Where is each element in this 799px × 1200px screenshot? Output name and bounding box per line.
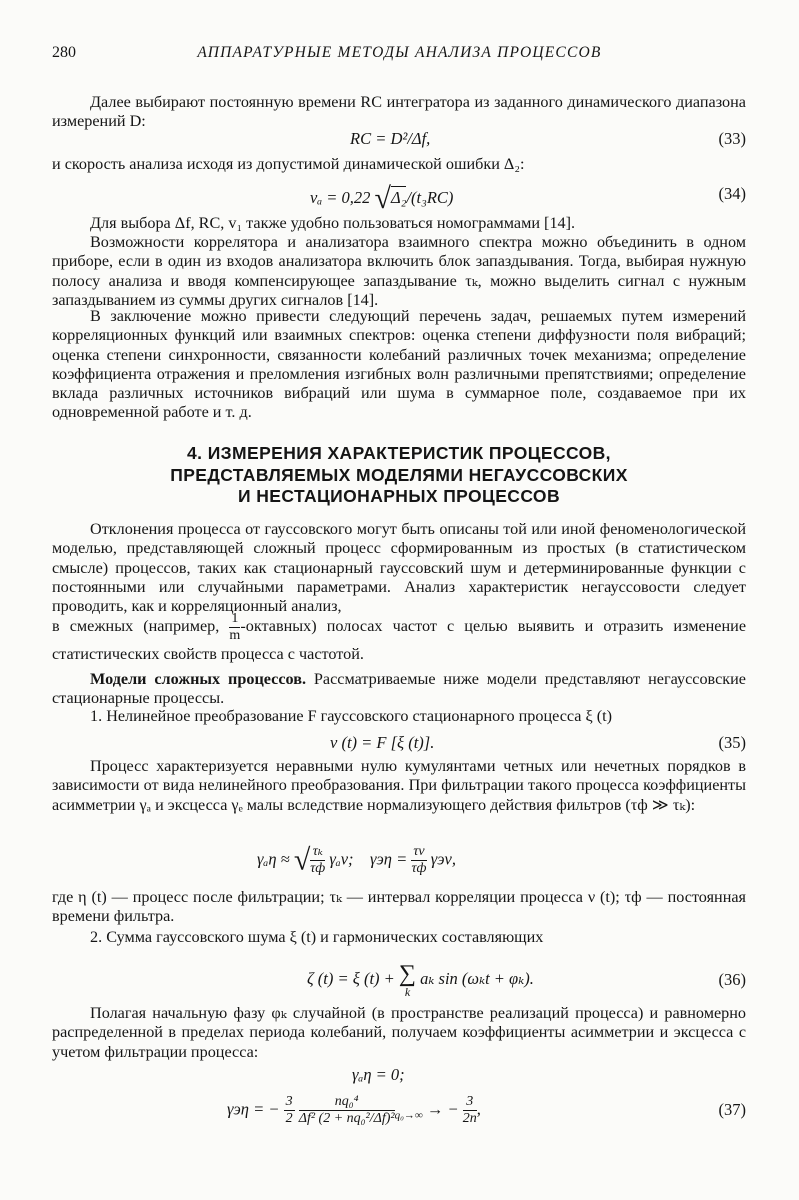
equation-37-number: (37): [718, 1100, 746, 1119]
paragraph-models: [52, 670, 746, 709]
section-heading: [52, 443, 746, 508]
page-header: [52, 44, 747, 68]
models-text: Рассматриваемые ниже модели представляют негауссовские стационарные процессы.: [52, 670, 746, 708]
gamma-lhs: γₐη ≈: [257, 849, 290, 869]
equation-34-radicand: Δ₂: [391, 187, 407, 207]
fraction-num: 1: [231, 611, 239, 626]
paragraph-rc-choice: Далее выбирают постоянную времени RC интегратора из заданного динамического диапазона измерений D:: [52, 93, 746, 131]
result-den: 2n: [462, 1111, 477, 1126]
equation-35: [52, 733, 746, 757]
sum-index: k: [404, 985, 411, 999]
main-den: Δf² (2 + nq₀²/Δf)²: [298, 1111, 395, 1126]
paragraph-cumulants: Процесс характеризуется неравными нулю кумулянтами четных или нечетных порядков в зависимости от вида нелинейного преобразования. При фильтрации такого процесса коэффициенты асимметрии γₐ и эксцесса γₑ малы вследствие нормализующего действия фильтров (τф ≫ τₖ):: [52, 757, 746, 814]
equation-33-number: (33): [718, 129, 746, 148]
equation-34-number: (34): [718, 184, 746, 203]
bands-pre: в смежных (например,: [52, 617, 220, 636]
paragraph-where: где η (t) — процесс после фильтрации; τₖ — интервал корреляции процесса ν (t); τф — постоянная времени фильтра.: [52, 888, 746, 926]
equation-37-end: ,: [476, 1099, 481, 1119]
fraction-1-m: [229, 612, 240, 643]
equation-gamma: [52, 835, 746, 885]
gamma-frac-den: τф: [310, 861, 326, 876]
gamma-frac2-num: τν: [413, 844, 425, 859]
equation-34: [52, 182, 746, 215]
main-fraction: [299, 1095, 395, 1126]
sum-operator: [399, 962, 416, 998]
coef-den: 2: [285, 1111, 293, 1126]
paragraph-tasks: В заключение можно привести следующий перечень задач, решаемых путем измерений корреляционных функций или взаимных спектров: оценка степени диффузности поля вибраций; оценка степени синхронности, связанности колебаний различных точек механизма; определение коэффициента отражения и преломления изгибных волн различными препятствиями; определение вклада различных источников вибраций или шума в суммарное поле, создаваемое при их одновременной работе и т. д.: [52, 307, 746, 422]
gamma-fraction-2: [411, 845, 426, 876]
equation-36-lhs: ζ (t) = ξ (t) +: [307, 968, 395, 988]
section-heading-line-3: И НЕСТАЦИОНАРНЫХ ПРОЦЕССОВ: [238, 486, 560, 506]
paragraph-nomograms: Для выбора Δf, RC, v₁ также удобно пользоваться номограммами [14].: [90, 214, 576, 232]
equation-34-lhs: vₐ = 0,22: [310, 187, 371, 207]
sqrt-sign: √: [374, 182, 392, 215]
gamma-frac2-den: τф: [411, 861, 427, 876]
equation-34-rest: /(t₃RC): [406, 187, 454, 207]
coef-num: 3: [285, 1094, 293, 1109]
equation-36-rhs: aₖ sin (ωₖt + φₖ).: [420, 968, 534, 988]
paragraph-speed: и скорость анализа исходя из допустимой динамической ошибки Δ₂:: [52, 155, 525, 173]
bands-post: -октавных) полосах частот с целью выявить и отразить изменение статистических свойств процесса с частотой.: [52, 617, 747, 663]
coef-fraction: [284, 1095, 295, 1126]
gamma-rhs-lhs: γэη =: [370, 849, 408, 869]
running-title: АППАРАТУРНЫЕ МЕТОДЫ АНАЛИЗА ПРОЦЕССОВ: [197, 44, 602, 61]
sqrt-sign-2: √: [293, 843, 311, 877]
sum-symbol: ∑: [398, 961, 417, 987]
equation-35-formula: ν (t) = F [ξ (t)].: [330, 733, 435, 752]
limit-label: q₀→∞: [394, 1109, 423, 1122]
models-title: Модели сложных процессов.: [90, 670, 307, 688]
result-num: 3: [463, 1095, 477, 1111]
paragraph-deviations: Отклонения процесса от гауссовского могут быть описаны той или иной феноменологической моделью, представляющей сложный процесс сформированным из простых (в статистическом смысле) процессов, таких как стационарный гауссовский шум и детерминированные функции с постоянными или случайными параметрами. Анализ характеристик негауссовости следует проводить, как и корреляционный анализ,: [52, 520, 746, 616]
equation-37-arrow: → −: [426, 1099, 459, 1119]
paragraph-sum: 2. Сумма гауссовского шума ξ (t) и гармонических составляющих: [90, 928, 544, 946]
page-number: 280: [52, 44, 76, 61]
gamma-mid: γₐν;: [329, 849, 354, 869]
section-heading-line-1: 4. ИЗМЕРЕНИЯ ХАРАКТЕРИСТИК ПРОЦЕССОВ,: [187, 443, 611, 463]
equation-33-formula: RC = D²/Δf,: [350, 129, 431, 148]
paragraph-bands: [52, 612, 746, 665]
gamma-rhs-end: γэν,: [430, 849, 456, 869]
section-heading-line-2: ПРЕДСТАВЛЯЕМЫХ МОДЕЛЯМИ НЕГАУССОВСКИХ: [170, 464, 628, 485]
equation-37: [52, 1065, 746, 1155]
main-num: nq₀⁴: [299, 1095, 395, 1111]
gamma-fraction: [310, 845, 325, 876]
equation-37-lhs: γэη = −: [227, 1099, 280, 1119]
equation-35-number: (35): [718, 733, 746, 752]
fraction-den: m: [229, 628, 241, 643]
result-fraction: [463, 1095, 477, 1126]
equation-36: [52, 958, 746, 998]
paragraph-nonlinear: 1. Нелинейное преобразование F гауссовского стационарного процесса ξ (t): [90, 707, 613, 725]
equation-37-top: γₐη = 0;: [352, 1065, 405, 1084]
paragraph-phase: Полагая начальную фазу φₖ случайной (в пространстве реализаций процесса) и равномерно распределенной в пределах периода колебаний, получаем коэффициенты асимметрии и эксцесса с учетом фильтрации процесса:: [52, 1004, 746, 1061]
equation-33: [52, 129, 746, 153]
gamma-frac-num: τₖ: [310, 845, 325, 861]
paragraph-correlator: Возможности коррелятора и анализатора взаимного спектра можно объединить в одном приборе, если в один из входов анализатора включить блок запаздывания. Тогда, выбирая нужную полосу анализа и вводя компенсирующее запаздывание τₖ, можно выделить сигнал с нужным запаздыванием из суммы других сигналов [14].: [52, 233, 746, 309]
equation-36-number: (36): [718, 970, 746, 989]
